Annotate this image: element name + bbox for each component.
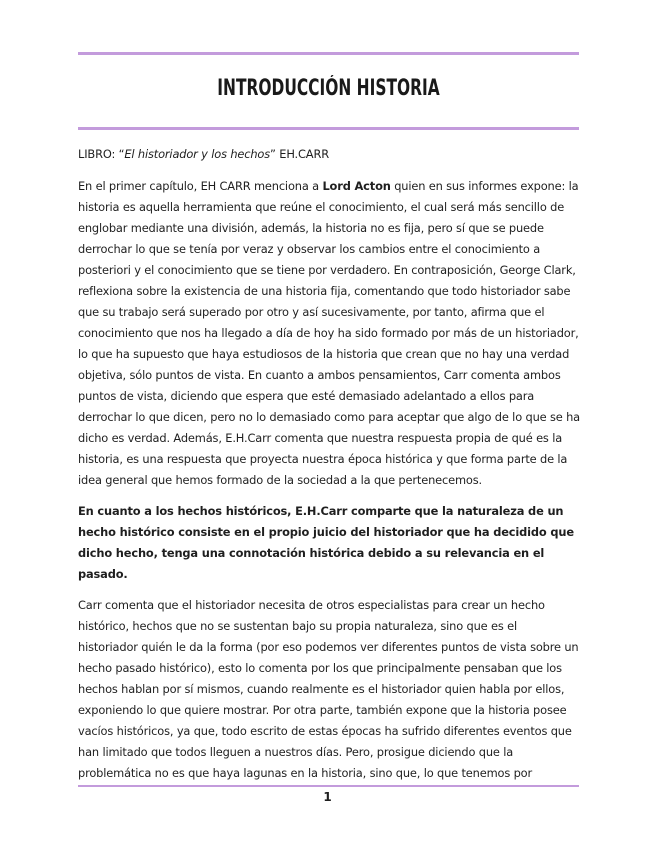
page-title: INTRODUCCIÓN HISTORIA xyxy=(217,76,440,101)
book-label: LIBRO: “ xyxy=(78,147,125,161)
book-title: El historiador y los hechos xyxy=(124,147,271,161)
title-divider xyxy=(78,127,579,130)
footer-divider xyxy=(78,785,579,787)
paragraph-3: Carr comenta que el historiador necesita de otros especialistas para crear un hecho histórico, hechos que no se sustentan bajo su propia naturaleza, sino que es el historiador quién le da la forma (por eso podemos ver diferentes puntos de vista sobre un hecho pasado histórico), esto lo comenta por los que principalmente pensaban que los hechos hablan por sí mismos, cuando realmente es el historiador quien habla por ellos, exponiendo lo que quiere mostrar. Por otra parte, también expone que la historia posee vacíos históricos, ya que, todo escrito de estas épocas ha sufrido diferentes eventos que han limitado que todos lleguen a nuestros días. Pero, prosigue diciendo que la problemática no es que haya lagunas en la historia, sino que, lo que tenemos por xyxy=(78,598,579,780)
top-divider xyxy=(78,52,579,55)
page-number: 1 xyxy=(323,790,332,804)
paragraph-2: En cuanto a los hechos históricos, E.H.Carr comparte que la naturaleza de un hecho histórico consiste en el propio juicio del historiador que ha decidido que dicho hecho, tenga una connotación histórica debido a su relevancia en el pasado. xyxy=(78,504,574,581)
document-body xyxy=(78,144,580,794)
paragraph-1 xyxy=(78,176,580,491)
paragraph-1-body: quien en sus informes expone: la historia es aquella herramienta que reúne el conocimiento, el cual será más sencillo de englobar mediante una división, además, la historia no es fija, pero sí que se puede derrochar lo que se tenía por veraz y observar los cambios entre el conocimiento a posteriori y el conocimiento que se tiene por verdadero. En contraposición, George Clark, reflexiona sobre la existencia de una historia fija, comentando que todo historiador sabe que su trabajo será superado por otro y así sucesivamente, por tanto, afirma que el conocimiento que nos ha llegado a día de hoy ha sido formado por más de un historiador, lo que ha supuesto que haya estudiosos de la historia que crean que no hay una verdad objetiva, sólo puntos de vista. En cuanto a ambos pensamientos, Carr comenta ambos puntos de vista, diciendo que espera que esté demasiado adelantado a ellos para derrochar lo que dicen, pero no lo demasiado como para aceptar que algo de lo que se ha dicho es verdad. Además, E.H.Carr comenta que nuestra respuesta propia de qué es la historia, es una respuesta que proyecta nuestra época histórica y que forma parte de la idea general que hemos formado de la sociedad a la que pertenecemos. xyxy=(78,179,580,487)
lord-acton-name: Lord Acton xyxy=(322,179,391,193)
paragraph-1-intro: En el primer capítulo, EH CARR menciona a xyxy=(78,179,323,193)
book-author: ” EH.CARR xyxy=(270,147,329,161)
book-reference xyxy=(78,144,580,165)
